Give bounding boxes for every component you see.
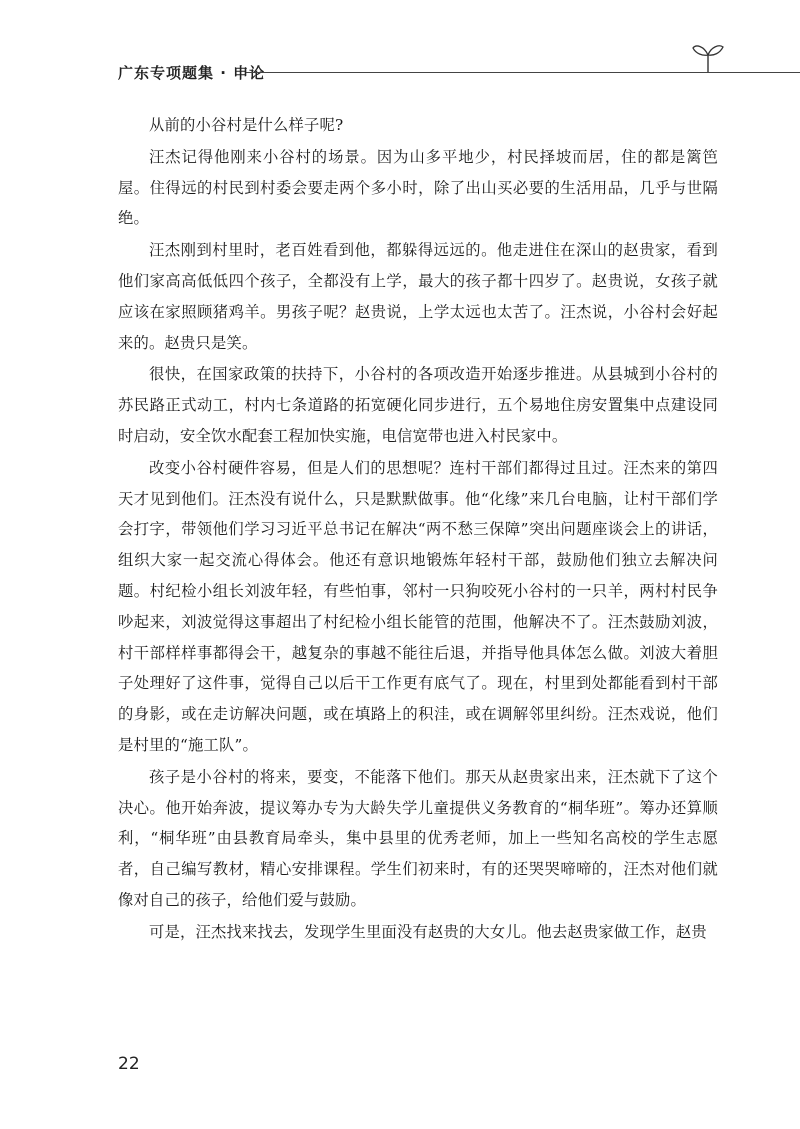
paragraph-7: 可是，汪杰找来找去，发现学生里面没有赵贵的大女儿。他去赵贵家做工作，赵贵 bbox=[149, 922, 707, 941]
sprout-icon bbox=[690, 38, 726, 74]
running-header bbox=[118, 60, 718, 84]
paragraph-3: 汪杰刚到村里时，老百姓看到他，都躲得远远的。他走进住在深山的赵贵家，看到他们家高高低低四个孩子，全都没有上学，最大的孩子都十四岁了。赵贵说，女孩子就应该在家照顾猪鸡羊。男孩子呢？赵贵说，上学太远也太苦了。汪杰说，小谷村会好起来的。赵贵只是笑。 bbox=[118, 241, 718, 352]
paragraph-6: 孩子是小谷村的将来，要变，不能落下他们。那天从赵贵家出来，汪杰就下了这个决心。他开始奔波，提议筹办专为大龄失学儿童提供义务教育的“桐华班”。筹办还算顺利，“桐华班”由县教育局牵头，集中县里的优秀老师，加上一些知名高校的学生志愿者，自己编写教材，精心安排课程。学生们初来时，有的还哭哭啼啼的，汪杰对他们就像对自己的孩子，给他们爱与鼓励。 bbox=[118, 767, 718, 909]
header-title: 广东专项题集 · 申论 bbox=[118, 64, 266, 82]
paragraph-4: 很快，在国家政策的扶持下，小谷村的各项改造开始逐步推进。从县城到小谷村的苏民路正式动工，村内七条道路的拓宽硬化同步进行，五个易地住房安置集中点建设同时启动，安全饮水配套工程加快实施，电信宽带也进入村民家中。 bbox=[118, 365, 718, 445]
paragraph-1: 从前的小谷村是什么样子呢? bbox=[149, 116, 344, 134]
paragraph-2: 汪杰记得他刚来小谷村的场景。因为山多平地少，村民择坡而居，住的都是篱笆屋。住得远的村民到村委会要走两个多小时，除了出山买必要的生活用品，几乎与世隔绝。 bbox=[118, 147, 718, 228]
page-number: 22 bbox=[118, 1054, 140, 1074]
article-body bbox=[118, 110, 718, 948]
paragraph-5: 改变小谷村硬件容易，但是人们的思想呢？连村干部们都得过且过。汪杰来的第四天才见到他们。汪杰没有说什么，只是默默做事。他“化缘”来几台电脑，让村干部们学会打字，带领他们学习习近平总书记在解决“两不愁三保障”突出问题座谈会上的讲话，组织大家一起交流心得体会。他还有意识地锻炼年轻村干部，鼓励他们独立去解决问题。村纪检小组长刘波年轻，有些怕事，邻村一只狗咬死小谷村的一只羊，两村村民争吵起来，刘波觉得这事超出了村纪检小组长能管的范围，他解决不了。汪杰鼓励刘波，村干部样样事都得会干，越复杂的事越不能往后退，并指导他具体怎么做。刘波大着胆子处理好了这件事，觉得自己以后干工作更有底气了。现在，村里到处都能看到村干部的身影，或在走访解决问题，或在填路上的积洼，或在调解邻里纠纷。汪杰戏说，他们是村里的“施工队”。 bbox=[118, 458, 718, 754]
